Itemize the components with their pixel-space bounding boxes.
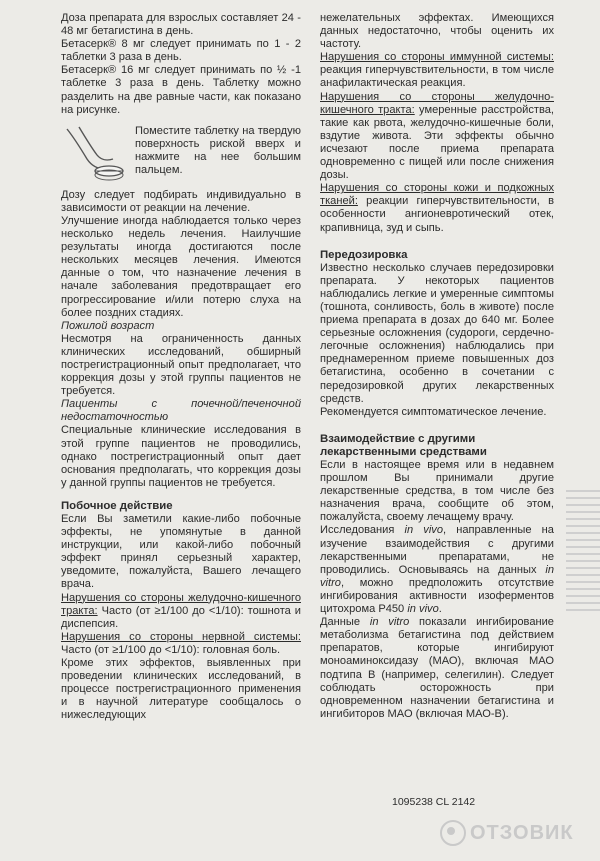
figure-caption: Поместите таблетку на твердую поверхность риской вверх и нажмите на нее большим пальцем.: [135, 124, 301, 177]
elderly-text: Несмотря на ограниченность данных клинических исследований, обширный пострегистрационный опыт предполагает, что коррекция дозы у этой группы пациентов не требуется.: [61, 332, 301, 398]
dose-paragraph: Доза препарата для взрослых составляет 24 - 48 мг бетагистина в день.: [61, 12, 301, 38]
overdose-heading: Передозировка: [320, 248, 408, 261]
renal-heading: Пациенты с почечной/печеночной недостаточностью: [61, 398, 301, 424]
skin-heading: Нарушения со стороны кожи и подкожных тканей:: [320, 182, 554, 208]
interaction-heading: Взаимодействие с другими лекарственными средствами: [320, 432, 487, 458]
continued-text: нежелательных эффектах. Имеющихся данных недостаточно, чтобы оценить их частоту.: [320, 12, 554, 51]
ns-paragraph: [61, 631, 301, 657]
skin-paragraph: [320, 182, 554, 234]
side-effects-text: Если Вы заметили какие-либо побочные эффекты, не упомянутые в данной инструкции, или какой-либо побочный эффект принял серьезный характер, уведомите, пожалуйста, Вашего лечащего врача.: [61, 513, 301, 591]
ns-text: Часто (от ≥1/100 до <1/10): головная боль.: [61, 643, 281, 656]
interaction-paragraph-3: Данные in vitro показали ингибирование метаболизма бетагистина под действием препаратов, которые ингибируют моноаминоксидазу (МАО), включая МАО подтипа В (например, селегилин). Следует соблюдать осторожность при одновременном назначении бетагистина и ингибиторов МАО (включая МАО-В).: [320, 616, 554, 720]
gi-paragraph-right: [320, 91, 554, 183]
skin-text: реакции гиперчувствительности, в особенности ангионевротический отек, крапивница, зуд и сыпь.: [320, 195, 554, 234]
overdose-paragraph: Рекомендуется симптоматическое лечение.: [320, 405, 547, 418]
left-column: [61, 12, 301, 723]
immune-text: реакция гиперчувствительности, в том числе анафилактическая реакция.: [320, 64, 554, 90]
overdose-paragraph: Известно несколько случаев передозировки препарата. У некоторых пациентов наблюдались легкие и умеренные симптомы (тошнота, сонливость, боль в животе) после приема препарата в дозах до 640 мг. Более серьезные осложнения (судороги, сердечно-легочные осложнения) наблюдались при преднамеренном приеме повышенных доз бетагистина, особенно в сочетании с передозировкой других лекарственных средств.: [320, 261, 554, 405]
gi-text-right: умеренные расстройства, такие как рвота, желудочно-кишечные боли, вздутие живота. Эти эффекты обычно исчезают после приема препарата одновременно с пищей или после снижения дозы.: [320, 103, 554, 182]
immune-paragraph: [320, 51, 554, 90]
gi-heading-right: Нарушения со стороны желудочно-кишечного тракта:: [320, 90, 554, 116]
dose-adjust-paragraph: Дозу следует подбирать индивидуально в зависимости от реакции на лечение.: [61, 188, 301, 214]
elderly-heading: Пожилой возраст: [61, 319, 155, 332]
watermark-logo: [440, 820, 574, 846]
extra-effects-text: Кроме этих эффектов, выявленных при проведении клинических исследований, в процессе пострегистрационного применения и в научной литературе сообщалось о нижеследующих: [61, 657, 301, 722]
dose-adjust-paragraph: Улучшение иногда наблюдается только через несколько недель лечения. Наилучшие результаты иногда достигаются после нескольких месяцев лечения. Имеются данные о том, что назначение лечения в начале заболевания предотвращает его прогрессирование и/или потерю слуха на более поздних стадиях.: [61, 214, 301, 319]
immune-heading: Нарушения со стороны иммунной системы:: [320, 51, 554, 64]
ns-heading: Нарушения со стороны нервной системы:: [61, 630, 301, 643]
interaction-paragraph-2: Исследования in vivo, направленные на изучение взаимодействия с другими лекарственными препаратами, не проводились. Основываясь на данных in vitro, можно предположить отсутствие ингибирования активности изоферментов цитохрома Р450 in vivo.: [320, 524, 554, 616]
dose-paragraph: Бетасерк® 16 мг следует принимать по ½ -1 таблетке 3 раза в день. Таблетку можно разделить на две равные части, как показано на рисунке.: [61, 64, 301, 116]
otzovik-logo-icon: [440, 820, 466, 846]
right-column: [320, 12, 554, 721]
gi-heading: Нарушения со стороны желудочно-кишечного тракта:: [61, 591, 301, 617]
edge-marks: [566, 490, 600, 630]
side-effects-heading: Побочное действие: [61, 499, 173, 512]
hand-pressing-tablet-icon: [61, 125, 131, 183]
watermark-text: ОТЗОВИК: [470, 821, 574, 844]
dose-paragraph: Бетасерк® 8 мг следует принимать по 1 - 2 таблетки 3 раза в день.: [61, 38, 301, 64]
interaction-paragraph-1: Если в настоящее время или в недавнем прошлом Вы принимали другие лекарственные средства, в том числе без назначения врача, сообщите об этом, пожалуйста, своему лечащему врачу.: [320, 459, 554, 524]
gi-text: Часто (от ≥1/100 до <1/10): тошнота и диспепсия.: [61, 604, 301, 630]
renal-text: Специальные клинические исследования в этой группе пациентов не проводились, однако пострегистрационный опыт дает основания предполагать, что коррекция дозы у данной группы пациентов не требуется.: [61, 424, 301, 489]
tablet-figure: [61, 125, 301, 183]
gi-paragraph: [61, 592, 301, 631]
document-code: 1095238 CL 2142: [392, 796, 476, 808]
